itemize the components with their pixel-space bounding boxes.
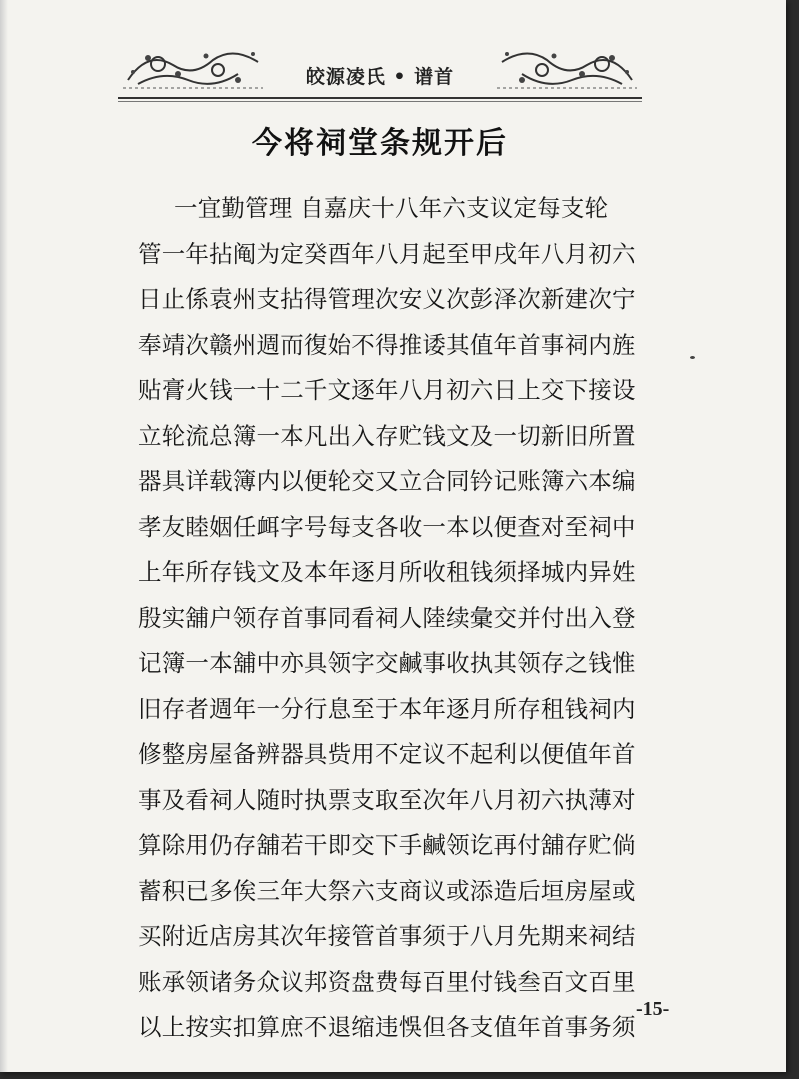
text-line: 贴膏火钱一十二千文逐年八月初六日上交下接设	[138, 376, 636, 404]
header-rule-thin	[118, 101, 642, 102]
text-line: 管一年拈阄为定癸酉年八月起至甲戌年八月初六	[138, 239, 636, 268]
text-line: 蓄积已多俟三年大祭六支商议或添造后垣房屋或	[138, 876, 636, 905]
text-line: 账承领诸务众议邦资盘费每百里付钱叁百文百里	[138, 967, 636, 996]
text-line: 以上按实扣算庶不退缩违悞但各支值年首事务须	[138, 1013, 636, 1041]
ink-speck	[690, 356, 695, 359]
text-line: 旧存者週年一分行息至于本年逐月所存租钱祠内	[138, 694, 636, 723]
text-line: 器具详载簿内以便轮交又立合同钤记账簿六本编	[138, 467, 636, 495]
text-line: 立轮流总簿一本凡出入存贮钱文及一切新旧所置	[138, 421, 636, 450]
page-number: -15-	[636, 998, 670, 1020]
text-line: 买附近店房其次年接管首事须于八月先期来祠结	[138, 922, 636, 950]
text-line: 奉靖次赣州週而復始不得推诿其值年首事祠内旌	[138, 330, 636, 359]
section-title: 今将祠堂条规开后	[252, 126, 508, 161]
text-line: 孝友睦姻任衈字号每支各收一本以便查对至祠中	[138, 512, 636, 541]
text-line: 一宜勤管理 自嘉庆十八年六支议定每支轮	[174, 194, 609, 222]
page-header	[118, 40, 642, 104]
text-line: 日止係袁州支拈得管理次安义次彭泽次新建次宁	[138, 285, 636, 313]
body-text	[138, 186, 658, 1051]
text-line: 修整房屋备辨器具赀用不定议不起利以便值年首	[138, 740, 636, 768]
header-rule	[118, 97, 642, 99]
dragon-right-icon	[492, 40, 642, 96]
header-title: 皎源凌氏 • 谱首	[305, 66, 455, 88]
text-line: 上年所存钱文及本年逐月所收租钱须择城内异姓	[138, 558, 636, 586]
text-line: 记簿一本舖中亦具领字交鹹事收执其领存之钱惟	[138, 649, 636, 677]
text-line: 事及看祠人随时执票支取至次年八月初六执薄对	[138, 785, 636, 814]
text-line: 算除用仍存舖若干即交下手鹹领讫再付舖存贮倘	[138, 831, 636, 859]
text-line: 殷实舖户领存首事同看祠人陸续彙交并付出入登	[138, 603, 636, 632]
